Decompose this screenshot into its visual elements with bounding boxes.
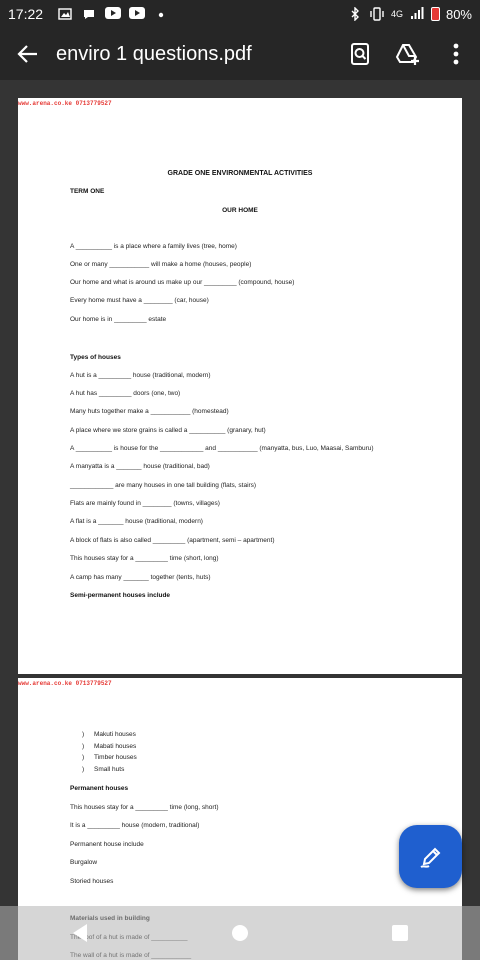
list-item: [82, 766, 124, 773]
bullet-icon: ): [82, 754, 85, 761]
list-item-label: Makuti houses: [94, 731, 136, 738]
nav-recents-button[interactable]: [370, 906, 430, 960]
nav-back-button[interactable]: [50, 906, 110, 960]
bullet-icon: ): [82, 731, 85, 738]
question-line: A place where we store grains is called a __________ (granary, hut): [70, 427, 266, 434]
nav-home-button[interactable]: [210, 906, 270, 960]
question-line: A hut has _________ doors (one, two): [70, 390, 181, 397]
search-in-document-button[interactable]: [336, 28, 384, 80]
status-bar: [0, 0, 480, 28]
bullet-icon: ): [82, 766, 85, 773]
triangle-back-icon: [71, 923, 89, 943]
system-nav-bar: [0, 906, 480, 960]
network-type: 4G: [390, 9, 403, 19]
page-watermark: www.arena.co.ke 0713779527: [18, 100, 112, 107]
document-title: enviro 1 questions.pdf: [56, 42, 252, 65]
drive-add-icon: [395, 43, 421, 65]
question-line: A __________ is house for the ____________ and ___________ (manyatta, bus, Luo, Maasai, Samburu): [70, 445, 374, 452]
image-notification-icon: [57, 7, 73, 21]
term-heading: TERM ONE: [70, 188, 105, 195]
edit-fab-button[interactable]: [399, 825, 462, 888]
subheading: Permanent houses: [70, 785, 129, 792]
document-heading: GRADE ONE ENVIRONMENTAL ACTIVITIES: [167, 170, 313, 177]
question-line: Our home is in _________ estate: [70, 316, 167, 323]
signal-icon: [409, 7, 425, 21]
list-item-label: Timber houses: [94, 754, 137, 761]
question-line: A hut is a _________ house (traditional, modern): [70, 372, 211, 379]
question-line: A __________ is a place where a family lives (tree, home): [70, 243, 237, 250]
question-line: This houses stay for a _________ time (long, short): [70, 804, 219, 811]
square-recents-icon: [392, 925, 408, 941]
search-document-icon: [349, 42, 371, 66]
pdf-page-1: [18, 98, 462, 674]
section-heading: OUR HOME: [222, 207, 258, 214]
subheading: Types of houses: [70, 354, 121, 361]
question-line: Many huts together make a ___________ (homestead): [70, 408, 229, 415]
page-watermark: www.arena.co.ke 0713779527: [18, 680, 112, 687]
chat-notification-icon: [81, 7, 97, 21]
list-item: [82, 754, 137, 761]
question-line: One or many ___________ will make a home (houses, people): [70, 261, 252, 268]
battery-icon: [431, 7, 440, 21]
question-line: ____________ are many houses in one tall building (flats, stairs): [70, 482, 257, 489]
list-item-label: Small huts: [94, 766, 125, 773]
question-line: A flat is a _______ house (traditional, modern): [70, 518, 203, 525]
bluetooth-icon: [347, 7, 363, 21]
vibrate-icon: [369, 7, 385, 21]
more-options-button[interactable]: [432, 28, 480, 80]
dot-icon: [153, 7, 169, 21]
app-bar: [0, 28, 480, 80]
add-to-drive-button[interactable]: [384, 28, 432, 80]
question-line: Flats are mainly found in ________ (towns, villages): [70, 500, 220, 507]
more-vert-icon: [453, 43, 459, 65]
question-line: Permanent house include: [70, 841, 144, 848]
list-item: [82, 743, 136, 750]
battery-level: 80%: [445, 6, 472, 22]
question-line: Burgalow: [70, 859, 98, 866]
status-right: [347, 7, 472, 22]
back-button[interactable]: [0, 28, 56, 80]
question-line: It is a _________ house (modern, traditional): [70, 822, 200, 829]
youtube-notification-icon: [129, 7, 145, 21]
bullet-icon: ): [82, 743, 85, 750]
question-line: Storied houses: [70, 878, 114, 885]
subheading: Semi-permanent houses include: [70, 592, 171, 599]
circle-home-icon: [231, 924, 249, 942]
question-line: A camp has many _______ together (tents, huts): [70, 574, 211, 581]
question-line: A manyatta is a _______ house (traditional, bad): [70, 463, 210, 470]
youtube-notification-icon: [105, 7, 121, 21]
list-item: [82, 731, 136, 738]
status-left: [8, 6, 169, 22]
status-time: 17:22: [8, 6, 44, 22]
edit-pen-icon: [418, 844, 444, 870]
list-item-label: Mabati houses: [94, 743, 137, 750]
question-line: Our home and what is around us make up our _________ (compound, house): [70, 279, 295, 286]
question-line: A block of flats is also called _________ (apartment, semi – apartment): [70, 537, 275, 544]
back-arrow-icon: [17, 43, 39, 65]
question-line: Every home must have a ________ (car, house): [70, 297, 209, 304]
question-line: This houses stay for a _________ time (short, long): [70, 555, 219, 562]
